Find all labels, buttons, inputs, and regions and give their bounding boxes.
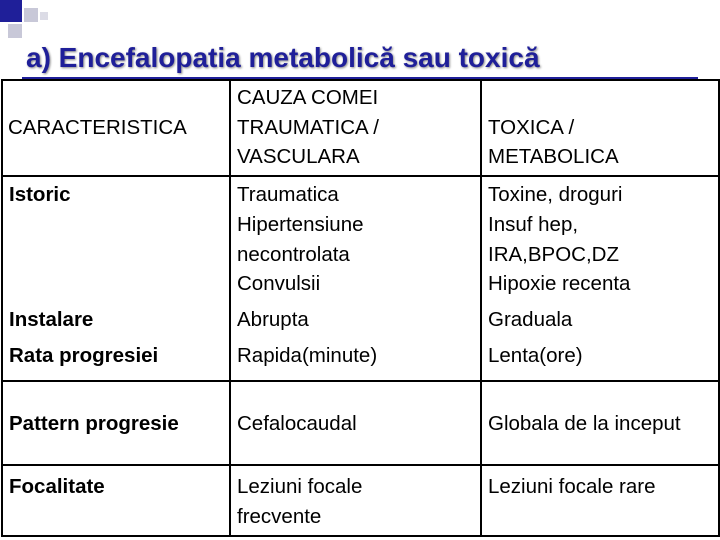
row-col2-cell: Lenta(ore) [481,338,719,382]
deco-square-small [24,8,38,22]
header-col2-line2: METABOLICA [488,145,619,169]
comparison-table [1,79,720,537]
cell-line: Toxine, droguri [488,183,623,207]
cell-line: Hipertensiune [237,212,364,236]
row-label: Instalare [2,302,230,338]
table-row [2,381,719,465]
deco-square-small [8,24,22,38]
header-characteristic [2,80,230,176]
cell-line: Traumatica [237,183,339,207]
cell-line: Hipoxie recenta [488,272,631,296]
header-col2-line1: TOXICA / [488,115,575,139]
header-characteristic-label: CARACTERISTICA [8,116,187,140]
cell-line: IRA,BPOC,DZ [488,242,619,266]
slide-title: a) Encefalopatia metabolică sau toxică [26,42,540,73]
cell-line: Convulsii [237,272,321,296]
table-row [2,465,719,535]
row-col1-cell: Rapida(minute) [230,338,481,382]
header-cause-label: CAUZA COMEI [237,86,379,109]
cell-line: Leziuni focale rare [488,475,656,499]
corner-decoration [0,0,60,40]
row-col2-cell: Globala de la inceput [481,381,719,465]
row-col2-cell [481,176,719,302]
table-header-row [2,80,719,176]
header-traumatic-vascular [230,80,481,176]
cell-line: Leziuni focale [237,475,363,499]
row-label: Rata progresiei [2,338,230,382]
row-col2-cell [481,465,719,535]
header-col1-line1: TRAUMATICA / [237,115,379,139]
row-col1-cell [230,176,481,302]
header-toxic-metabolic [481,80,719,176]
row-label: Pattern progresie [2,381,230,465]
row-col1-cell: Abrupta [230,302,481,338]
cell-line: Insuf hep, [488,212,579,236]
table-row [2,302,719,338]
deco-square-tiny [40,12,48,20]
header-col1-line2: VASCULARA [237,145,360,169]
row-col1-cell [230,465,481,535]
table-row [2,338,719,382]
row-col1-cell: Cefalocaudal [230,381,481,465]
deco-square-large [0,0,22,22]
table-row [2,176,719,302]
row-label: Focalitate [2,465,230,535]
cell-line: frecvente [237,505,322,529]
row-col2-cell: Graduala [481,302,719,338]
row-label: Istoric [2,176,230,302]
cell-line: necontrolata [237,242,350,266]
